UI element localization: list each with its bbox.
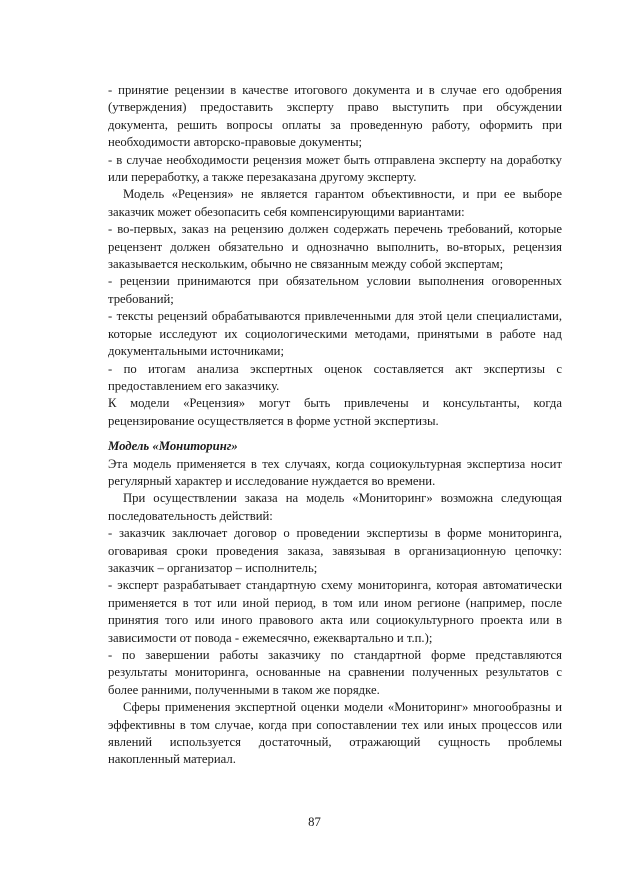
paragraph-13: - по завершении работы заказчику по стандартной форме представляются результаты мониторинга, основанные на сравнении полученных результатов с более ранними, полученными в таком же порядке.: [108, 648, 562, 697]
paragraph-7: - по итогам анализа экспертных оценок составляется акт экспертизы с предоставлением его заказчику.: [108, 361, 562, 393]
paragraph-9: Эта модель применяется в тех случаях, когда социокультурная экспертиза носит регулярный характер и исследование нуждается во времени.: [108, 456, 562, 488]
section-heading: Модель «Мониторинг»: [108, 439, 238, 454]
paragraph-14: Сферы применения экспертной оценки модели «Мониторинг» многообразны и эффективны в том случае, когда при сопоставлении тех или иных процессов или явлений используется достаточный, отражающий сущность проблемы накопленный материал.: [108, 700, 562, 767]
paragraph-8: К модели «Рецензия» могут быть привлечены и консультанты, когда рецензирование осуществляется в форме устной экспертизы.: [108, 396, 562, 428]
paragraph-12: - эксперт разрабатывает стандартную схему мониторинга, которая автоматически применяется в тот или иной период, в том или ином регионе (например, после принятия того или иного правового акта или социокультурного проекта или в зависимости от повода - ежемесячно, ежеквартально и т.п.);: [108, 578, 562, 645]
paragraph-4: - во-первых, заказ на рецензию должен содержать перечень требований, которые рецензент должен обязательно и однозначно выполнить, во-вторых, рецензия заказывается нескольким, обычно не связанным между собой экспертам;: [108, 222, 562, 272]
paragraph-10: При осуществлении заказа на модель «Мониторинг» возможна следующая последовательность действий:: [108, 491, 562, 523]
page-number: 87: [308, 815, 321, 829]
paragraph-5: - рецензии принимаются при обязательном условии выполнения оговоренных требований;: [108, 274, 562, 306]
paragraph-6: - тексты рецензий обрабатываются привлеченными для этой цели специалистами, которые исследуют их социологическими методами, принятыми в работе над документальными источниками;: [108, 309, 562, 359]
paragraph-3: Модель «Рецензия» не является гарантом объективности, и при ее выборе заказчик может обезопасить себя компенсирующими вариантами:: [108, 187, 562, 219]
paragraph-1: - принятие рецензии в качестве итогового документа и в случае его одобрения (утверждения) предоставить эксперту право выступить при обсуждении документа, решить вопросы оплаты за проведенную работу, оформить при необходимости авторско-правовые документы;: [108, 83, 562, 150]
page-body: [108, 82, 562, 769]
paragraph-11: - заказчик заключает договор о проведении экспертизы в форме мониторинга, оговаривая сроки проведения заказа, завязывая в организационную цепочку: заказчик – организатор – исполнитель;: [108, 526, 562, 575]
paragraph-2: - в случае необходимости рецензия может быть отправлена эксперту на доработку или переработку, а также перезаказана другому эксперту.: [108, 152, 562, 185]
